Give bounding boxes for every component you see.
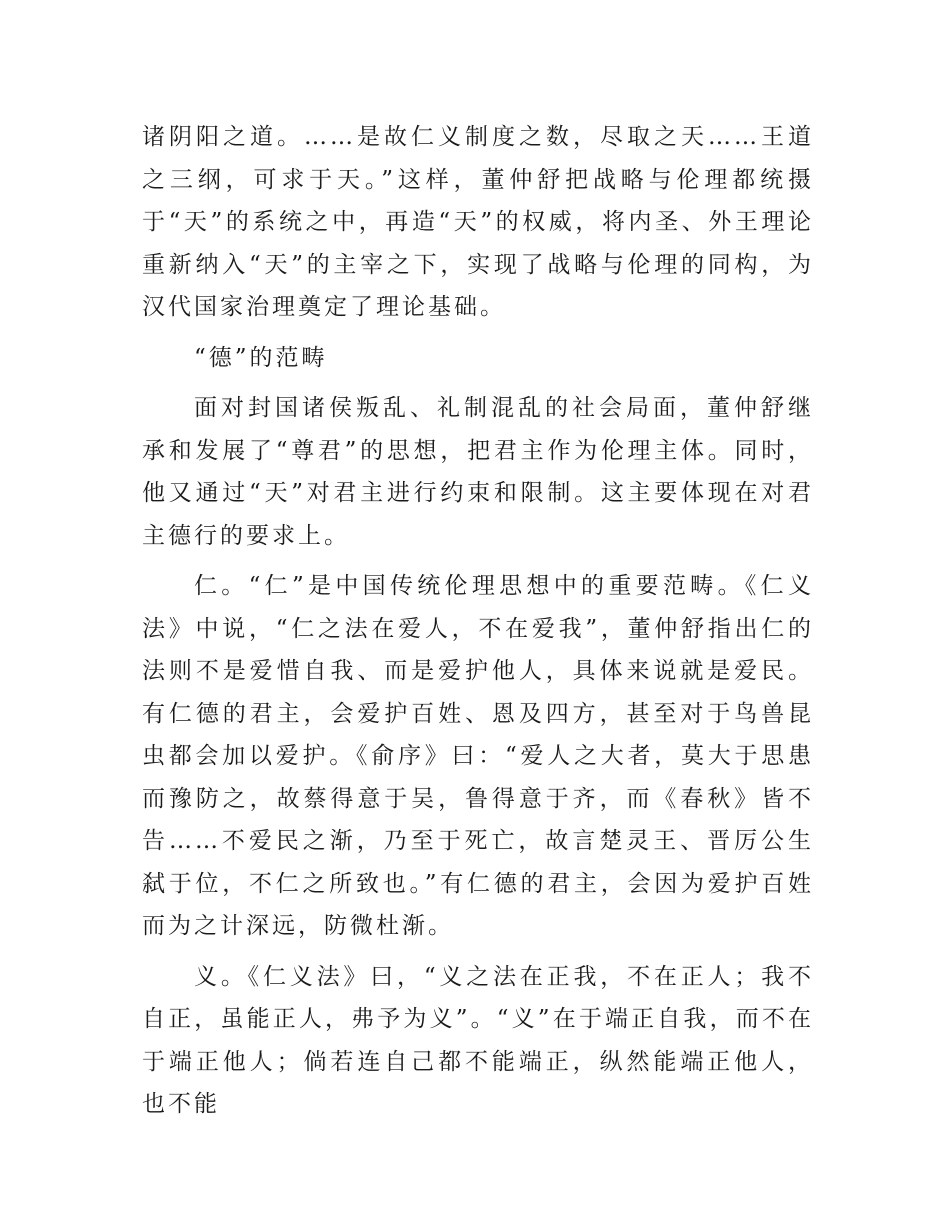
document-body	[142, 116, 814, 1134]
paragraph-zunjun: 面对封国诸侯叛乱、礼制混乱的社会局面，董仲舒继承和发展了“尊君”的思想，把君主作为伦理主体。同时，他又通过“天”对君主进行约束和限制。这主要体现在对君主德行的要求上。	[142, 395, 814, 549]
section-heading-de: “德”的范畴	[194, 344, 328, 371]
paragraph-continuation: 诸阴阳之道。……是故仁义制度之数，尽取之天……王道之三纲，可求于天。”这样，董仲舒把战略与伦理都统摄于“天”的系统之中，再造“天”的权威，将内圣、外王理论重新纳入“天”的主宰之下，实现了战略与伦理的同构，为汉代国家治理奠定了理论基础。	[142, 124, 814, 320]
paragraph-yi: 义。《仁义法》曰，“义之法在正我，不在正人；我不自正，虽能正人，弗予为义”。“义”在于端正自我，而不在于端正他人；倘若连自己都不能端正，纵然能端正他人，也不能	[142, 963, 814, 1117]
paragraph-ren: 仁。“仁”是中国传统伦理思想中的重要范畴。《仁义法》中说，“仁之法在爱人，不在爱我”，董仲舒指出仁的法则不是爱惜自我、而是爱护他人，具体来说就是爱民。有仁德的君主，会爱护百姓、恩及四方，甚至对于鸟兽昆虫都会加以爱护。《俞序》曰：“爱人之大者，莫大于思患而豫防之，故蔡得意于吴，鲁得意于齐，而《春秋》皆不告……不爱民之渐，乃至于死亡，故言楚灵王、晋厉公生弑于位，不仁之所致也。”有仁德的君主，会因为爱护百姓而为之计深远，防微杜渐。	[142, 573, 814, 939]
